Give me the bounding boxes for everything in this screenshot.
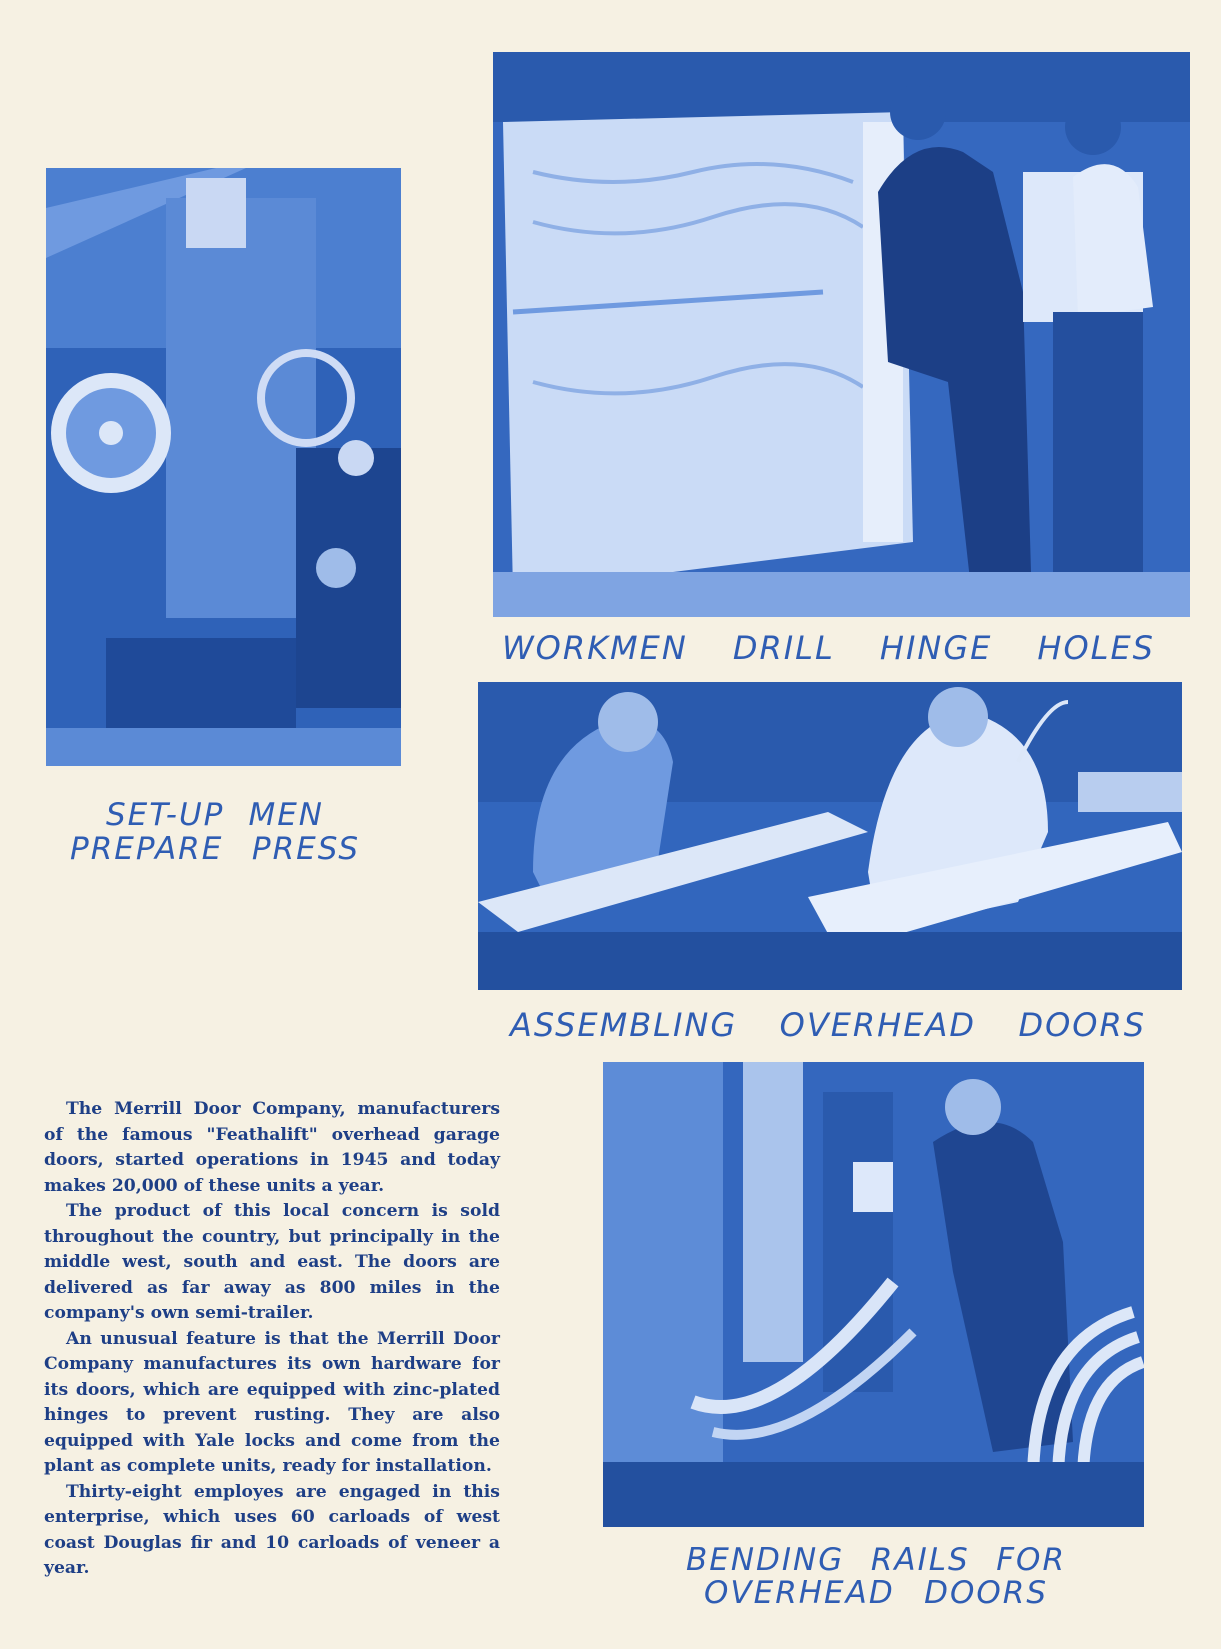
caption-setup-men bbox=[70, 797, 370, 867]
photo-bending-rails bbox=[603, 1062, 1144, 1527]
caption-bending-rails bbox=[686, 1542, 1066, 1611]
caption-word: HINGE bbox=[879, 629, 993, 667]
article-paragraph: The product of this local concern is sold throughout the country, but principally in the middle west, south and east. The doors are delivered as far away as 800 miles in the company's own semi-trailer. bbox=[44, 1201, 500, 1323]
photo-assembling bbox=[478, 682, 1182, 990]
caption-word: PRESS bbox=[251, 831, 360, 867]
article-paragraph: The Merrill Door Company, manufacturers of the famous "Feathalift" overhead garage doors, started operations in 1945 and today makes 20,000 of these units a year. bbox=[44, 1099, 500, 1196]
caption-word: SET-UP bbox=[106, 797, 225, 833]
caption-word: FOR bbox=[996, 1542, 1066, 1578]
caption-word: RAILS bbox=[870, 1542, 970, 1578]
caption-word: DOORS bbox=[1018, 1006, 1146, 1044]
photo-setup-men bbox=[46, 168, 401, 766]
photo-hinge-holes bbox=[493, 52, 1190, 617]
caption-word: OVERHEAD bbox=[779, 1006, 976, 1044]
caption-word: HOLES bbox=[1037, 629, 1155, 667]
caption-word: MEN bbox=[248, 797, 324, 833]
caption-word: PREPARE bbox=[70, 831, 224, 867]
caption-hinge-holes bbox=[502, 629, 1155, 667]
article-body bbox=[44, 1097, 500, 1582]
caption-word: OVERHEAD bbox=[704, 1575, 895, 1611]
caption-word: DRILL bbox=[732, 629, 835, 667]
caption-word: BENDING bbox=[686, 1542, 845, 1578]
caption-word: DOORS bbox=[924, 1575, 1048, 1611]
caption-word: ASSEMBLING bbox=[510, 1006, 738, 1044]
caption-assembling bbox=[510, 1006, 1146, 1044]
article-paragraph: An unusual feature is that the Merrill Door Company manufactures its own hardware for its doors, which are equipped with zinc-plated hinges to prevent rusting. They are also equipped with Yale locks and come from the plant as complete units, ready for installation. bbox=[44, 1328, 500, 1476]
caption-word: WORKMEN bbox=[502, 629, 688, 667]
article-paragraph: Thirty-eight employes are engaged in this enterprise, which uses 60 carloads of west coast Douglas fir and 10 carloads of veneer a year. bbox=[44, 1481, 500, 1578]
